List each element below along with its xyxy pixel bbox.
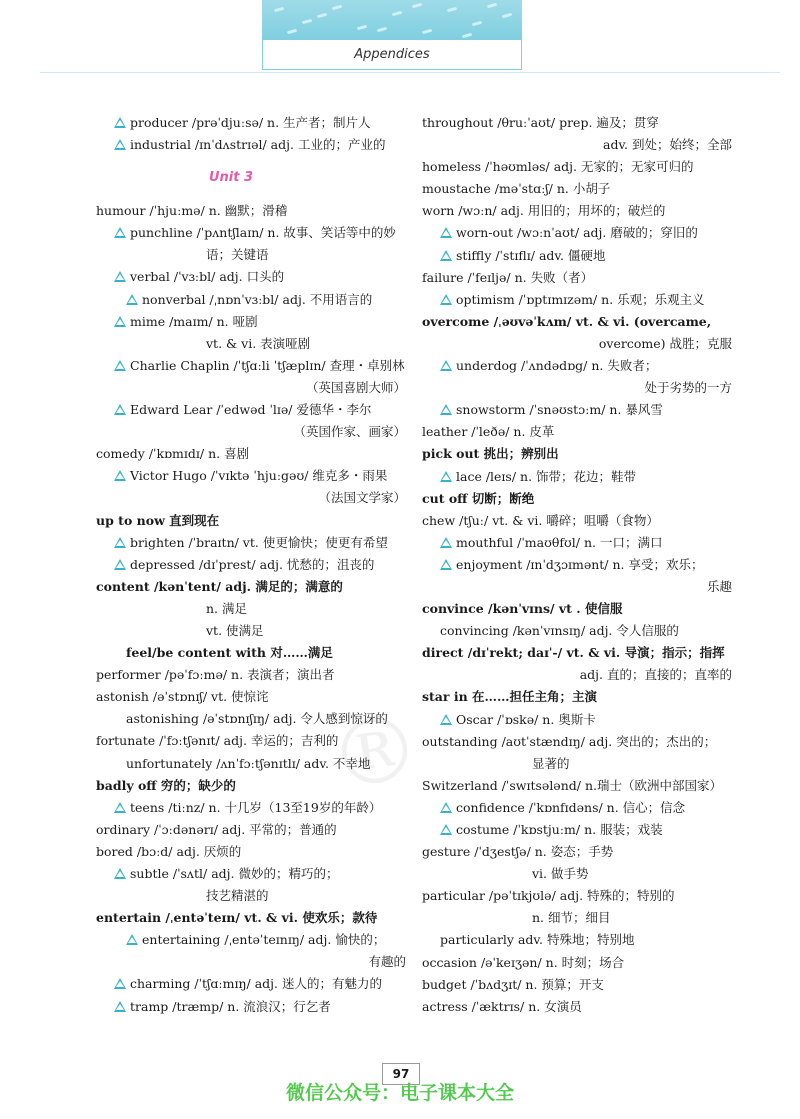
vocab-text: 技艺精湛的 (206, 888, 269, 904)
footer-caption: 微信公众号：电子课本大全 (285, 1082, 514, 1104)
header-fleck (317, 13, 327, 18)
vocab-text: star in 在……担任主角；主演 (422, 689, 598, 705)
section-title: Appendices (262, 40, 522, 70)
vocab-line (422, 885, 752, 907)
vocab-text: vt. 使满足 (206, 622, 264, 638)
vocab-line (96, 266, 426, 288)
triangle-marker-icon (440, 714, 452, 725)
vocab-line (422, 863, 752, 885)
header-fleck (447, 7, 457, 12)
vocab-text: badly off 穷的；缺少的 (96, 777, 236, 793)
vocab-text: comedy /ˈkɒmɪdɪ/ n. 喜剧 (96, 446, 250, 462)
vocab-text: lace /leɪs/ n. 饰带；花边；鞋带 (456, 468, 637, 484)
vocab-line (422, 797, 752, 819)
vocab-text: particularly adv. 特殊地；特别地 (440, 932, 635, 948)
vocab-text: leather /ˈleðə/ n. 皮革 (422, 424, 555, 440)
vocab-line (96, 841, 426, 863)
triangle-marker-icon (440, 537, 452, 548)
vocab-line (96, 929, 426, 951)
vocab-text: outstanding /aʊtˈstændɪŋ/ adj. 突出的；杰出的； (422, 733, 717, 749)
watermark-logo: ® (323, 694, 427, 811)
vocab-text: actress /ˈæktrɪs/ n. 女演员 (422, 998, 582, 1014)
vocab-text: Charlie Chaplin /ˈtʃɑːli ˈtʃæplɪn/ 查理・卓别林 (130, 357, 405, 373)
triangle-marker-icon (114, 470, 126, 481)
vocab-text: nonverbal /ˌnɒnˈvɜːbl/ adj. 不用语言的 (142, 291, 373, 307)
vocab-text: n. 细节；细目 (532, 910, 611, 926)
vocab-text: enjoyment /ɪnˈdʒɔɪmənt/ n. 享受；欢乐； (456, 556, 704, 572)
vocab-line (96, 951, 426, 973)
triangle-marker-icon (114, 404, 126, 415)
header-fleck (462, 33, 472, 38)
triangle-marker-icon (114, 227, 126, 238)
vocab-line (96, 554, 426, 576)
triangle-marker-icon (126, 934, 138, 945)
vocab-line (96, 664, 426, 686)
vocab-text: astonishing /əˈstɒnɪʃɪŋ/ adj. 令人感到惊讶的 (126, 711, 388, 727)
header-divider (40, 72, 780, 73)
vocab-text: tramp /træmp/ n. 流浪汉；行乞者 (130, 998, 331, 1014)
vocab-text: snowstorm /ˈsnəʊstɔːm/ n. 暴风雪 (456, 402, 663, 418)
vocab-text: entertain /ˌentəˈteɪn/ vt. & vi. 使欢乐；款待 (96, 910, 378, 926)
vocab-text: industrial /ɪnˈdʌstrɪəl/ adj. 工业的；产业的 (130, 137, 386, 153)
triangle-marker-icon (114, 117, 126, 128)
vocabulary-column-right (422, 112, 752, 1018)
vocab-line (422, 311, 752, 333)
vocab-line (422, 952, 752, 974)
vocab-text: adj. 直的；直接的；直率的 (579, 667, 732, 683)
vocab-line (96, 775, 426, 797)
vocab-line (422, 377, 752, 399)
vocab-line (422, 753, 752, 775)
vocab-line (96, 112, 426, 134)
vocab-line (96, 510, 426, 532)
vocab-text: particular /pəˈtɪkjʊlə/ adj. 特殊的；特别的 (422, 888, 675, 904)
triangle-marker-icon (114, 316, 126, 327)
header-fleck (357, 25, 367, 30)
vocab-line (96, 885, 426, 907)
vocab-line (422, 510, 752, 532)
vocab-line (96, 753, 426, 775)
vocab-line (96, 311, 426, 333)
vocab-text: Switzerland /ˈswɪtsələnd/ n.瑞士（欧洲中部国家） (422, 777, 722, 793)
header-fleck (287, 29, 297, 34)
vocab-text: subtle /ˈsʌtl/ adj. 微妙的；精巧的； (130, 866, 339, 881)
vocab-text: Oscar /ˈɒskə/ n. 奥斯卡 (456, 711, 596, 727)
header-fleck (422, 29, 432, 34)
vocab-text: （英国喜剧大师） (305, 379, 406, 395)
vocab-text: feel/be content with 对……满足 (126, 645, 333, 661)
triangle-marker-icon (440, 471, 452, 482)
triangle-marker-icon (114, 559, 126, 570)
vocab-text: unfortunately /ʌnˈfɔːtʃənɪtlɪ/ adv. 不幸地 (126, 755, 371, 771)
triangle-marker-icon (114, 802, 126, 813)
vocab-text: verbal /ˈvɜːbl/ adj. 口头的 (130, 269, 285, 285)
vocab-text: cut off 切断；断绝 (422, 490, 535, 506)
vocab-line (422, 642, 752, 664)
vocab-line (96, 730, 426, 752)
vocab-text: underdog /ˈʌndədɒg/ n. 失败者； (456, 358, 658, 374)
vocab-line (422, 421, 752, 443)
vocab-line (96, 797, 426, 819)
header-fleck (472, 21, 482, 26)
vocab-text: confidence /ˈkɒnfɪdəns/ n. 信心；信念 (456, 799, 686, 815)
vocab-text: mouthful /ˈmaʊθfʊl/ n. 一口；满口 (456, 534, 663, 550)
vocab-text: vi. 做手势 (532, 866, 589, 882)
vocab-line (96, 134, 426, 156)
vocab-line (422, 554, 752, 576)
triangle-marker-icon (114, 537, 126, 548)
vocab-text: Edward Lear /ˈedwəd ˈlɪə/ 爱德华・李尔 (130, 402, 372, 418)
vocab-text: overcome) 战胜；克服 (598, 335, 732, 351)
vocab-line (96, 996, 426, 1018)
vocab-line (422, 134, 752, 156)
vocab-line (96, 686, 426, 708)
vocab-text: adv. 到处；始终；全部 (603, 137, 732, 153)
vocab-text: fortunate /ˈfɔːtʃənɪt/ adj. 幸运的；吉利的 (96, 733, 339, 749)
vocab-line (422, 620, 752, 642)
vocab-line (422, 841, 752, 863)
vocab-text: performer /pəˈfɔːmə/ n. 表演者；演出者 (96, 667, 335, 683)
vocab-line (422, 399, 752, 421)
header-banner (262, 0, 522, 40)
triangle-marker-icon (440, 824, 452, 835)
vocab-line (96, 421, 426, 443)
vocab-text: teens /tiːnz/ n. 十几岁（13至19岁的年龄） (130, 799, 382, 815)
vocab-text: stiffly /ˈstɪflɪ/ adv. 僵硬地 (456, 247, 606, 263)
vocab-text: chew /tʃuː/ vt. & vi. 嚼碎；咀嚼（食物） (422, 512, 659, 528)
vocab-line (422, 819, 752, 841)
vocab-line (96, 200, 426, 222)
vocab-line (96, 907, 426, 929)
vocab-line (422, 907, 752, 929)
triangle-marker-icon (440, 294, 452, 305)
vocab-line (96, 973, 426, 995)
vocab-text: astonish /əˈstɒnɪʃ/ vt. 使惊诧 (96, 689, 269, 705)
vocab-text: occasion /əˈkeɪʒən/ n. 时刻；场合 (422, 954, 625, 970)
vocab-text: （法国文学家） (318, 490, 406, 506)
page-number: 97 (382, 1063, 420, 1085)
header-fleck (502, 13, 512, 18)
vocab-text: overcome /ˌəʊvəˈkʌm/ vt. & vi. (overcame, (422, 313, 712, 329)
vocab-text: costume /ˈkɒstjuːm/ n. 服装；戏装 (456, 822, 663, 837)
vocab-text: 乐趣 (706, 578, 732, 594)
triangle-marker-icon (114, 868, 126, 879)
triangle-marker-icon (126, 294, 138, 305)
vocab-text: up to now 直到现在 (96, 512, 220, 528)
vocab-line (422, 532, 752, 554)
vocab-text: convincing /kənˈvɪnsɪŋ/ adj. 令人信服的 (440, 623, 679, 639)
vocab-line (422, 178, 752, 200)
vocab-line (96, 244, 426, 266)
vocab-line (422, 709, 752, 731)
vocab-line (96, 620, 426, 642)
vocab-line (96, 708, 426, 730)
vocab-text: moustache /məˈstɑːʃ/ n. 小胡子 (422, 181, 611, 197)
vocab-line (422, 355, 752, 377)
vocab-text: brighten /ˈbraɪtn/ vt. 使更愉快；使更有希望 (130, 534, 388, 550)
vocab-line (422, 112, 752, 134)
vocab-line (422, 156, 752, 178)
vocab-text: depressed /dɪˈprest/ adj. 忧愁的；沮丧的 (130, 556, 375, 572)
vocab-line (96, 576, 426, 598)
vocab-line (96, 289, 426, 311)
triangle-marker-icon (440, 227, 452, 238)
vocab-text: worn /wɔːn/ adj. 用旧的；用坏的；破烂的 (422, 203, 666, 219)
vocab-line (422, 731, 752, 753)
vocab-line (422, 222, 752, 244)
header-fleck (412, 3, 422, 8)
vocab-text: 显著的 (532, 755, 570, 771)
vocab-line (422, 598, 752, 620)
vocab-line (422, 289, 752, 311)
vocab-line (422, 929, 752, 951)
vocab-line (96, 598, 426, 620)
vocab-text: n. 满足 (206, 600, 247, 616)
vocab-line (96, 532, 426, 554)
vocab-line (422, 996, 752, 1018)
vocab-text: Unit 3 (208, 170, 254, 186)
triangle-marker-icon (440, 559, 452, 570)
vocab-text: optimism /ˈɒptɪmɪzəm/ n. 乐观；乐观主义 (456, 291, 705, 307)
vocab-text: 语；关键语 (206, 247, 269, 263)
triangle-marker-icon (114, 1001, 126, 1012)
vocab-line (96, 465, 426, 487)
vocab-line (422, 200, 752, 222)
vocab-line (422, 245, 752, 267)
vocab-line (422, 686, 752, 708)
triangle-marker-icon (440, 360, 452, 371)
vocab-text: content /kənˈtent/ adj. 满足的；满意的 (96, 578, 343, 594)
header-fleck (332, 5, 342, 10)
vocab-text: 处于劣势的一方 (644, 380, 732, 396)
triangle-marker-icon (114, 139, 126, 150)
vocab-text: humour /ˈhjuːmə/ n. 幽默；滑稽 (96, 203, 288, 219)
vocab-line (422, 974, 752, 996)
vocab-line (96, 863, 426, 885)
vocab-text: homeless /ˈhəʊmləs/ adj. 无家的；无家可归的 (422, 159, 694, 175)
vocab-line (422, 443, 752, 465)
triangle-marker-icon (114, 360, 126, 371)
vocab-line (96, 355, 426, 377)
vocab-text: entertaining /ˌentəˈteɪnɪŋ/ adj. 愉快的； (142, 932, 386, 948)
vocab-text: vt. & vi. 表演哑剧 (206, 335, 311, 351)
vocab-text: ordinary /ˈɔːdənərɪ/ adj. 平常的；普通的 (96, 821, 337, 837)
vocab-line (96, 222, 426, 244)
vocab-text: mime /maɪm/ n. 哑剧 (130, 313, 258, 329)
vocab-line (422, 333, 752, 355)
vocab-line (422, 664, 752, 686)
vocab-line (96, 819, 426, 841)
vocab-text: gesture /ˈdʒestʃə/ n. 姿态；手势 (422, 844, 614, 860)
vocabulary-column-left (96, 112, 426, 1018)
vocab-text: charming /ˈtʃɑːmɪŋ/ adj. 迷人的；有魅力的 (130, 976, 382, 992)
vocab-text: convince /kənˈvɪns/ vt . 使信服 (422, 601, 623, 617)
vocab-text: pick out 挑出；辨别出 (422, 446, 559, 462)
vocab-text: （英国作家、画家） (293, 424, 406, 440)
vocab-text: punchline /ˈpʌntʃlaɪn/ n. 故事、笑话等中的妙 (130, 225, 396, 241)
vocab-line (96, 487, 426, 509)
triangle-marker-icon (114, 978, 126, 989)
triangle-marker-icon (440, 802, 452, 813)
triangle-marker-icon (440, 404, 452, 415)
vocab-line (422, 576, 752, 598)
unit-heading (96, 156, 426, 200)
vocab-line (422, 267, 752, 289)
vocab-line (96, 377, 426, 399)
vocab-text: bored /bɔːd/ adj. 厌烦的 (96, 843, 242, 859)
header-fleck (392, 11, 402, 16)
vocab-text: 有趣的 (368, 954, 406, 970)
vocab-line (422, 488, 752, 510)
vocab-text: producer /prəˈdjuːsə/ n. 生产者；制片人 (130, 115, 371, 130)
header-fleck (274, 7, 284, 12)
header-fleck (487, 3, 497, 8)
vocab-line (96, 333, 426, 355)
vocab-line (422, 775, 752, 797)
vocab-text: Victor Hugo /ˈvɪktə ˈhjuːgəʊ/ 维克多・雨果 (130, 468, 388, 484)
vocab-line (96, 642, 426, 664)
header-fleck (377, 27, 387, 32)
vocab-text: worn-out /wɔːnˈaʊt/ adj. 磨破的；穿旧的 (456, 225, 698, 241)
vocab-line (96, 443, 426, 465)
vocab-text: direct /dɪˈrekt; daɪˈ-/ vt. & vi. 导演；指示；指挥 (422, 645, 725, 661)
vocab-line (422, 466, 752, 488)
vocab-text: throughout /θruːˈaʊt/ prep. 遍及；贯穿 (422, 115, 659, 130)
header-fleck (302, 19, 312, 24)
vocab-line (96, 399, 426, 421)
triangle-marker-icon (440, 250, 452, 261)
vocab-text: budget /ˈbʌdʒɪt/ n. 预算；开支 (422, 976, 604, 992)
vocab-text: failure /ˈfeɪljə/ n. 失败（者） (422, 269, 594, 285)
triangle-marker-icon (114, 271, 126, 282)
